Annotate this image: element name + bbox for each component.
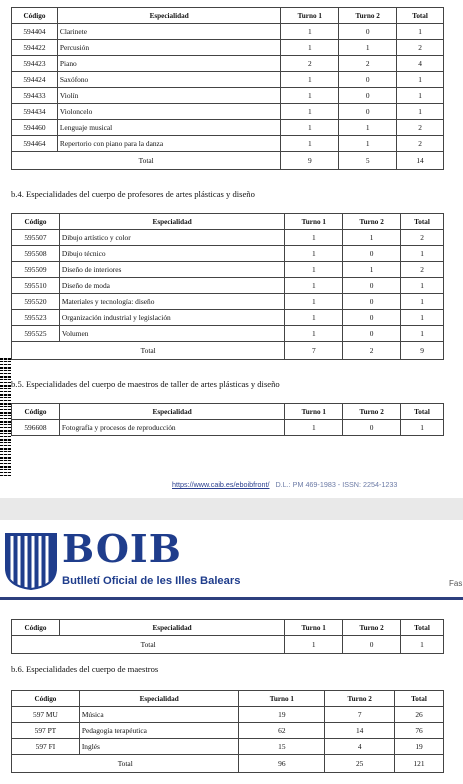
cell-total: 2	[397, 136, 444, 152]
cell-especialidad: Organización industrial y legislación	[59, 310, 284, 326]
cell-code: 594422	[12, 40, 58, 56]
section-heading-b4: b.4. Especialidades del cuerpo de profesores de artes plásticas y diseño	[11, 189, 255, 199]
cell-code: 595507	[12, 230, 60, 246]
footer-info: D.L.: PM 469-1983 - ISSN: 2254-1233	[275, 480, 398, 489]
barcode-strip-overlay	[0, 358, 11, 476]
total-label: Total	[12, 152, 281, 170]
cell-especialidad: Violín	[57, 88, 280, 104]
table-row	[12, 278, 444, 294]
cell-total: 2	[397, 120, 444, 136]
total-label: Total	[12, 636, 285, 654]
cell-turno2: 2	[339, 56, 397, 72]
cell-code: 594404	[12, 24, 58, 40]
cell-code: 595523	[12, 310, 60, 326]
cell-especialidad: Repertorio con piano para la danza	[57, 136, 280, 152]
cell-turno2: 1	[343, 230, 401, 246]
cell-total: 2	[397, 40, 444, 56]
masthead-subtitle: Butlletí Oficial de les Illes Balears	[62, 575, 241, 587]
cell-turno2: 0	[343, 246, 401, 262]
coat-of-arms-icon	[4, 532, 58, 590]
table-header-row	[12, 620, 444, 636]
cell-code: 595525	[12, 326, 60, 342]
cell-turno2: 7	[325, 707, 395, 723]
total-total: 9	[401, 342, 444, 360]
cell-code: 595520	[12, 294, 60, 310]
cell-turno1: 2	[281, 56, 339, 72]
cell-turno2: 0	[343, 326, 401, 342]
cell-total: 2	[401, 262, 444, 278]
cell-turno1: 1	[281, 136, 339, 152]
col-header-especialidad: Especialidad	[79, 691, 239, 707]
table-row	[12, 24, 444, 40]
cell-total: 2	[401, 230, 444, 246]
cell-especialidad: Piano	[57, 56, 280, 72]
cell-total: 1	[397, 72, 444, 88]
total-turno2: 0	[343, 636, 401, 654]
table-header-row	[12, 404, 444, 420]
cell-total: 1	[397, 88, 444, 104]
cell-especialidad: Inglés	[79, 739, 239, 755]
table-teachers-specialties	[11, 690, 444, 773]
total-total: 1	[401, 636, 444, 654]
cell-turno2: 4	[325, 739, 395, 755]
total-label: Total	[12, 342, 285, 360]
footer-link[interactable]: https://www.caib.es/eboibfront/	[172, 480, 270, 489]
col-header-codigo: Código	[12, 8, 58, 24]
cell-total: 1	[401, 310, 444, 326]
cell-total: 1	[401, 246, 444, 262]
cell-turno1: 62	[239, 723, 325, 739]
table-row	[12, 707, 444, 723]
cell-especialidad: Volumen	[59, 326, 284, 342]
col-header-turno1: Turno 1	[281, 8, 339, 24]
cell-turno2: 1	[339, 136, 397, 152]
total-turno2: 25	[325, 755, 395, 773]
table-row	[12, 262, 444, 278]
cell-code: 597 FI	[12, 739, 80, 755]
cell-total: 1	[401, 326, 444, 342]
cell-turno1: 1	[281, 72, 339, 88]
cell-turno1: 1	[285, 246, 343, 262]
cell-total: 1	[397, 104, 444, 120]
cell-turno1: 15	[239, 739, 325, 755]
total-turno2: 5	[339, 152, 397, 170]
total-turno1: 96	[239, 755, 325, 773]
col-header-total: Total	[401, 214, 444, 230]
cell-total: 19	[395, 739, 444, 755]
table-continued-total	[11, 619, 444, 654]
table-row	[12, 326, 444, 342]
cell-code: 595510	[12, 278, 60, 294]
cell-code: 597 PT	[12, 723, 80, 739]
cell-total: 1	[401, 278, 444, 294]
total-turno1: 1	[285, 636, 343, 654]
table-row	[12, 246, 444, 262]
cell-turno1: 1	[285, 262, 343, 278]
cell-turno2: 0	[339, 88, 397, 104]
cell-total: 76	[395, 723, 444, 739]
total-total: 14	[397, 152, 444, 170]
cell-especialidad: Dibujo artístico y color	[59, 230, 284, 246]
cell-turno2: 0	[343, 294, 401, 310]
table-row	[12, 723, 444, 739]
section-heading-b5: b.5. Especialidades del cuerpo de maestros de taller de artes plásticas y diseño	[11, 379, 280, 389]
table-row	[12, 294, 444, 310]
table-header-row	[12, 8, 444, 24]
cell-code: 596608	[12, 420, 60, 436]
cell-turno1: 1	[281, 120, 339, 136]
cell-especialidad: Violoncelo	[57, 104, 280, 120]
cell-code: 594423	[12, 56, 58, 72]
cell-turno1: 1	[285, 278, 343, 294]
cell-especialidad: Materiales y tecnología: diseño	[59, 294, 284, 310]
boib-logo-text: BOIB	[62, 526, 182, 571]
col-header-codigo: Código	[12, 404, 60, 420]
cell-turno2: 1	[339, 120, 397, 136]
total-turno1: 7	[285, 342, 343, 360]
col-header-codigo: Código	[12, 691, 80, 707]
table-row	[12, 420, 444, 436]
col-header-total: Total	[395, 691, 444, 707]
cell-code: 595509	[12, 262, 60, 278]
table-row	[12, 739, 444, 755]
table-workshop-masters-specialties	[11, 403, 444, 436]
col-header-turno1: Turno 1	[285, 404, 343, 420]
cell-turno1: 1	[281, 24, 339, 40]
table-row	[12, 56, 444, 72]
table-header-row	[12, 691, 444, 707]
cell-especialidad: Diseño de moda	[59, 278, 284, 294]
table-row	[12, 40, 444, 56]
col-header-turno1: Turno 1	[285, 214, 343, 230]
col-header-turno2: Turno 2	[343, 404, 401, 420]
table-row	[12, 230, 444, 246]
col-header-especialidad: Especialidad	[59, 404, 284, 420]
cell-total: 26	[395, 707, 444, 723]
table-row	[12, 72, 444, 88]
page-footer	[172, 480, 397, 489]
cell-turno2: 0	[339, 72, 397, 88]
cell-turno2: 1	[339, 40, 397, 56]
cell-total: 1	[401, 420, 444, 436]
cell-turno1: 1	[281, 104, 339, 120]
cell-code: 594434	[12, 104, 58, 120]
total-turno2: 2	[343, 342, 401, 360]
cell-turno2: 0	[339, 24, 397, 40]
cell-turno1: 1	[281, 88, 339, 104]
col-header-turno2: Turno 2	[325, 691, 395, 707]
cell-turno1: 1	[285, 294, 343, 310]
cell-turno2: 0	[343, 310, 401, 326]
table-row	[12, 120, 444, 136]
table-header-row	[12, 214, 444, 230]
total-turno1: 9	[281, 152, 339, 170]
cell-especialidad: Clarinete	[57, 24, 280, 40]
table-row	[12, 136, 444, 152]
cell-code: 594424	[12, 72, 58, 88]
col-header-turno2: Turno 2	[343, 620, 401, 636]
col-header-turno2: Turno 2	[343, 214, 401, 230]
cell-especialidad: Lenguaje musical	[57, 120, 280, 136]
table-total-row	[12, 755, 444, 773]
section-heading-b6: b.6. Especialidades del cuerpo de maestros	[11, 664, 159, 674]
cell-especialidad: Fotografía y procesos de reproducción	[59, 420, 284, 436]
total-total: 121	[395, 755, 444, 773]
table-row	[12, 88, 444, 104]
col-header-codigo: Código	[12, 620, 60, 636]
col-header-total: Total	[401, 404, 444, 420]
cell-code: 594460	[12, 120, 58, 136]
cell-total: 1	[401, 294, 444, 310]
col-header-total: Total	[397, 8, 444, 24]
page-gap	[0, 498, 463, 520]
col-header-total: Total	[401, 620, 444, 636]
cell-especialidad: Música	[79, 707, 239, 723]
cell-turno2: 0	[339, 104, 397, 120]
table-row	[12, 310, 444, 326]
cell-turno1: 1	[285, 230, 343, 246]
cell-especialidad: Saxófono	[57, 72, 280, 88]
table-row	[12, 104, 444, 120]
col-header-especialidad: Especialidad	[59, 214, 284, 230]
col-header-turno1: Turno 1	[285, 620, 343, 636]
cell-especialidad: Percusión	[57, 40, 280, 56]
masthead-rule	[0, 597, 463, 600]
cell-turno1: 1	[281, 40, 339, 56]
cell-code: 595508	[12, 246, 60, 262]
cell-turno2: 0	[343, 420, 401, 436]
cell-turno1: 1	[285, 310, 343, 326]
cell-turno1: 19	[239, 707, 325, 723]
table-arts-design-specialties	[11, 213, 444, 360]
col-header-turno2: Turno 2	[339, 8, 397, 24]
cell-code: 597 MU	[12, 707, 80, 723]
cell-total: 4	[397, 56, 444, 72]
cell-especialidad: Dibujo técnico	[59, 246, 284, 262]
total-label: Total	[12, 755, 239, 773]
cell-turno1: 1	[285, 326, 343, 342]
cell-turno2: 14	[325, 723, 395, 739]
col-header-especialidad: Especialidad	[59, 620, 284, 636]
table-total-row	[12, 342, 444, 360]
cell-code: 594433	[12, 88, 58, 104]
cell-code: 594464	[12, 136, 58, 152]
table-conservatory-specialties	[11, 7, 444, 170]
col-header-turno1: Turno 1	[239, 691, 325, 707]
col-header-especialidad: Especialidad	[57, 8, 280, 24]
cell-total: 1	[397, 24, 444, 40]
col-header-codigo: Código	[12, 214, 60, 230]
cell-especialidad: Diseño de interiores	[59, 262, 284, 278]
cell-turno2: 1	[343, 262, 401, 278]
cell-turno2: 0	[343, 278, 401, 294]
masthead-right-clip: Fas	[449, 579, 463, 588]
table-total-row	[12, 152, 444, 170]
cell-turno1: 1	[285, 420, 343, 436]
cell-especialidad: Pedagogía terapéutica	[79, 723, 239, 739]
table-total-row	[12, 636, 444, 654]
